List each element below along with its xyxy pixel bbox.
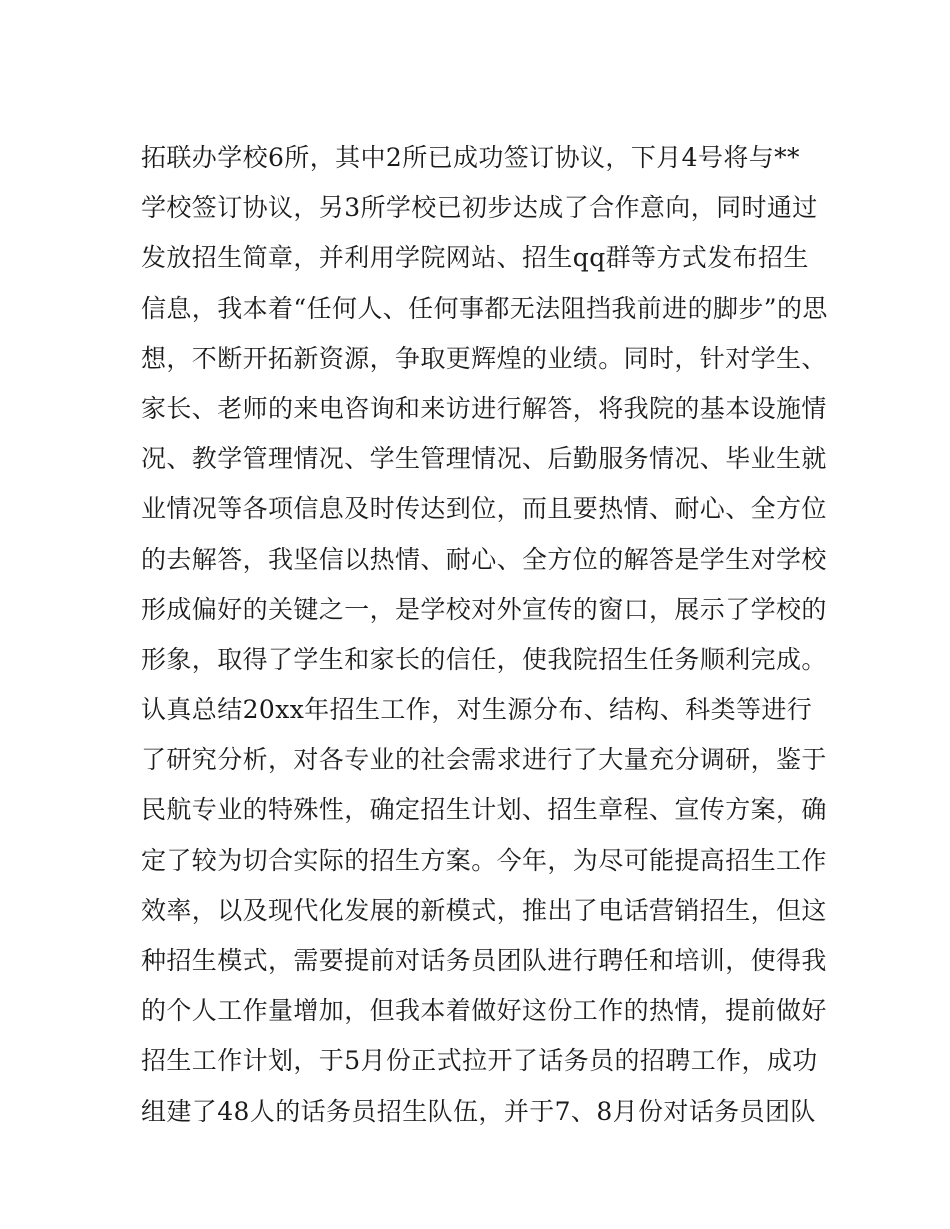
- text-line-10: 形成偏好的关键之一，是学校对外宣传的窗口，展示了学校的: [141, 594, 827, 624]
- text-line-13: 了研究分析，对各专业的社会需求进行了大量充分调研，鉴于: [141, 745, 827, 775]
- text-line-6: 家长、老师的来电咨询和来访进行解答，将我院的基本设施情: [141, 393, 827, 423]
- text-line-8: 业情况等各项信息及时传达到位，而且要热情、耐心、全方位: [141, 494, 827, 524]
- text-line-1: 拓联办学校6所，其中2所已成功签订协议，下月4号将与**: [141, 143, 800, 172]
- text-line-4: 信息，我本着“任何人、任何事都无法阻挡我前进的脚步”的思: [141, 293, 828, 323]
- text-line-12: 认真总结20xx年招生工作，对生源分布、结构、科类等进行: [141, 695, 813, 725]
- text-line-9: 的去解答，我坚信以热情、耐心、全方位的解答是学生对学校: [141, 544, 827, 574]
- body-text: [141, 133, 828, 1137]
- text-line-14: 民航专业的特殊性，确定招生计划、招生章程、宣传方案，确: [141, 795, 827, 825]
- text-line-11: 形象，取得了学生和家长的信任，使我院招生任务顺利完成。: [141, 644, 827, 674]
- text-line-15: 定了较为切合实际的招生方案。今年，为尽可能提高招生工作: [141, 845, 827, 875]
- text-line-18: 的个人工作量增加，但我本着做好这份工作的热情，提前做好: [141, 996, 827, 1026]
- text-line-16: 效率，以及现代化发展的新模式，推出了电话营销招生，但这: [141, 895, 827, 925]
- text-line-5: 想，不断开拓新资源，争取更辉煌的业绩。同时，针对学生、: [141, 343, 827, 373]
- text-line-7: 况、教学管理情况、学生管理情况、后勤服务情况、毕业生就: [141, 444, 827, 474]
- text-line-2: 学校签订协议，另3所学校已初步达成了合作意向，同时通过: [141, 193, 818, 223]
- text-line-20: 组建了48人的话务员招生队伍，并于7、8月份对话务员团队: [141, 1096, 816, 1126]
- text-line-17: 种招生模式，需要提前对话务员团队进行聘任和培训，使得我: [141, 946, 827, 975]
- text-line-19: 招生工作计划，于5月份正式拉开了话务员的招聘工作，成功: [141, 1046, 818, 1076]
- text-line-3: 发放招生简章，并利用学院网站、招生qq群等方式发布招生: [141, 243, 809, 273]
